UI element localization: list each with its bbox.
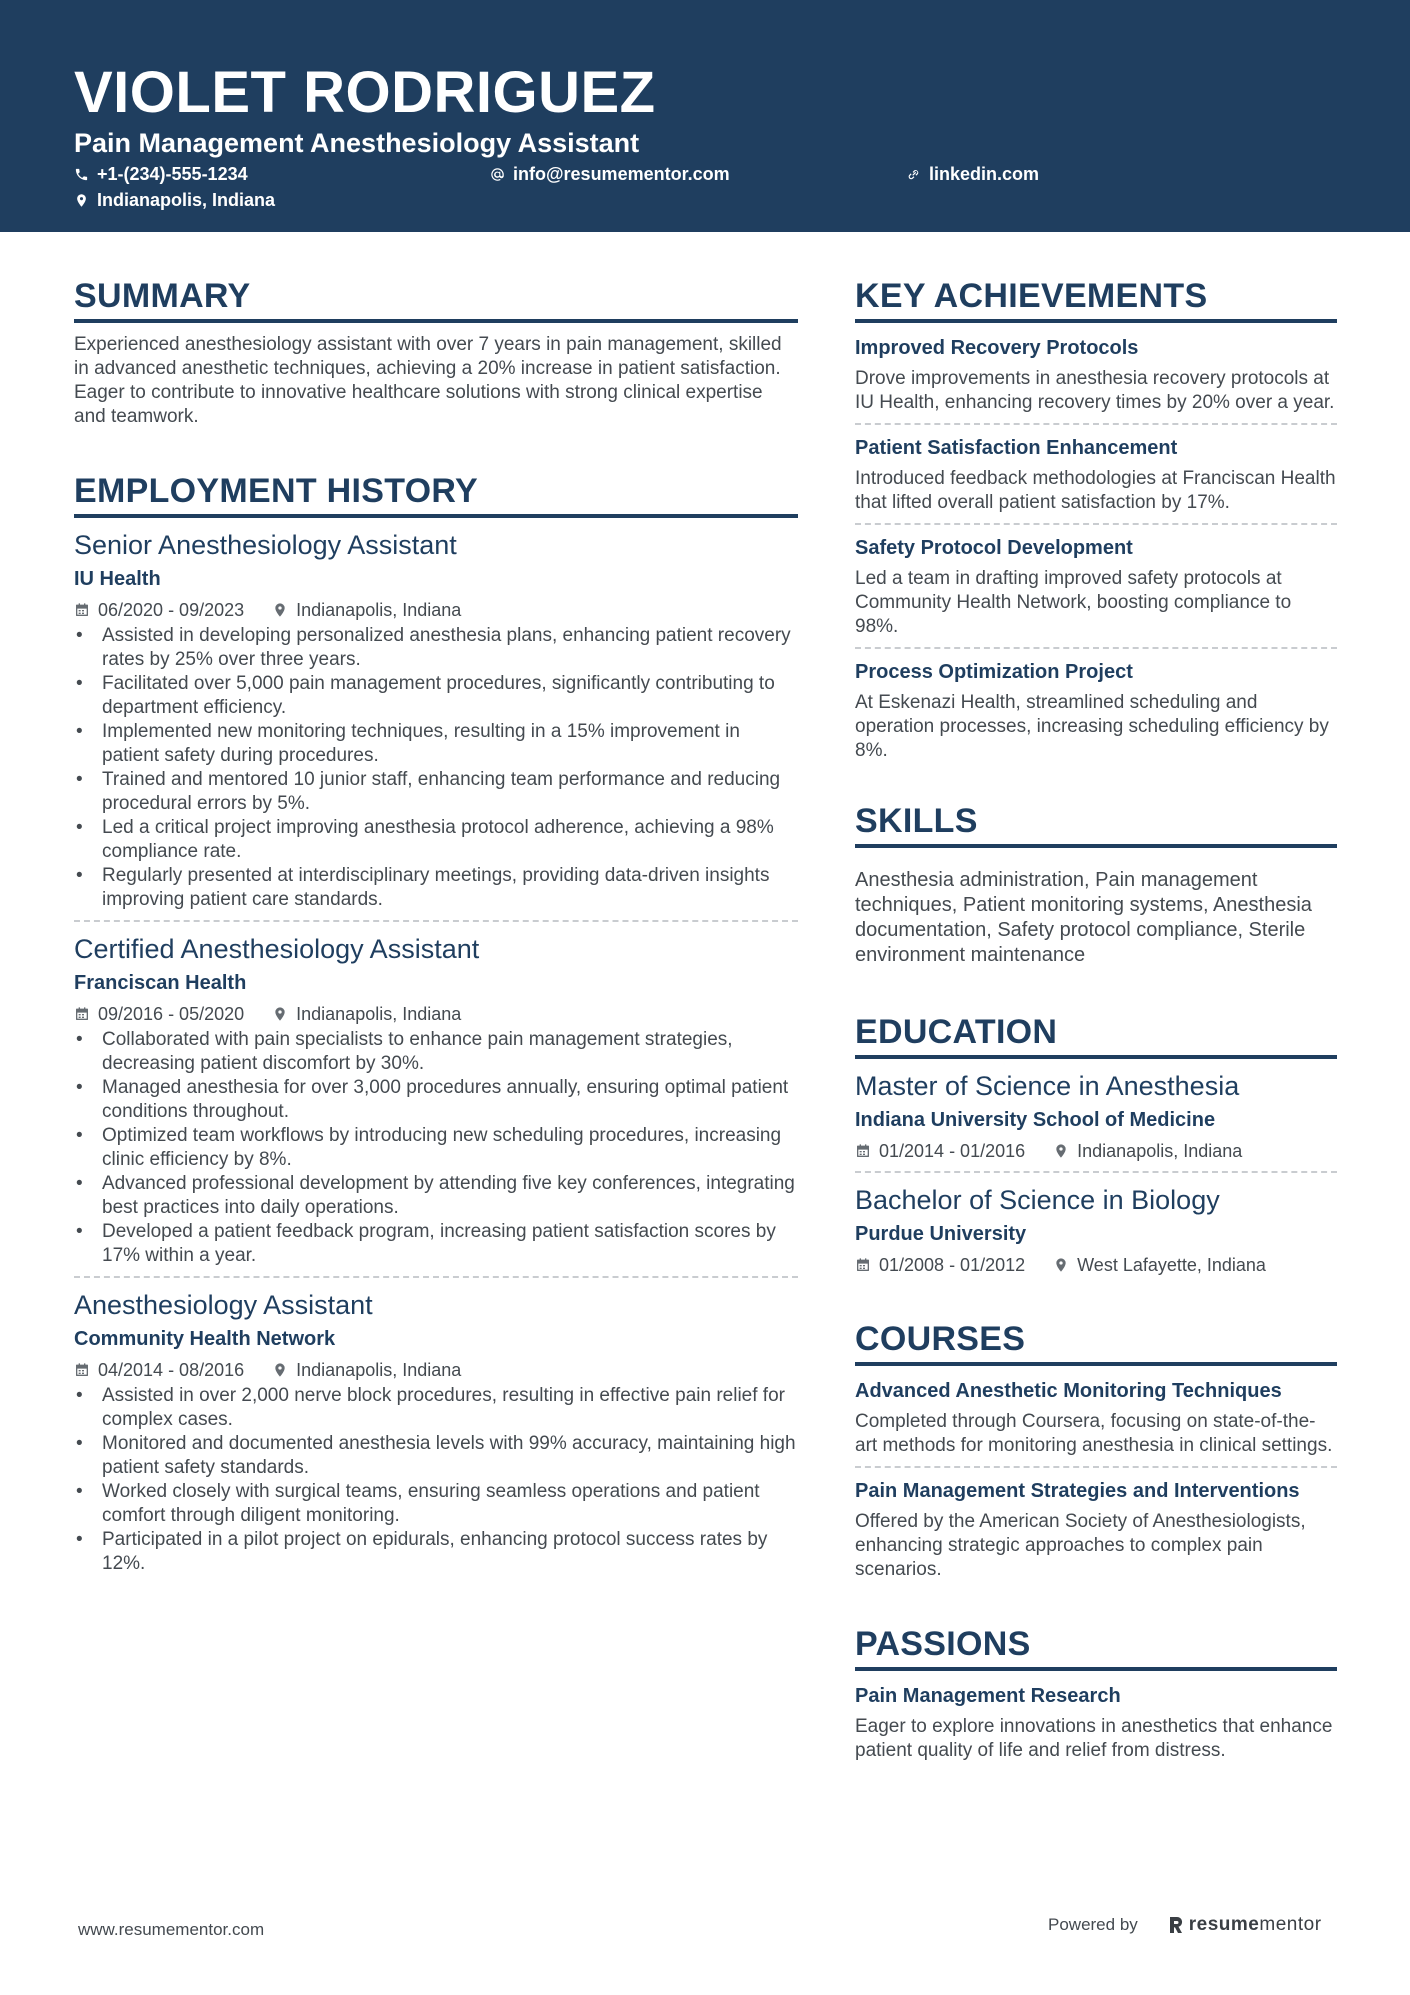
course-desc: Offered by the American Society of Anesthesiologists, enhancing strategic approaches to complex pain scenarios. bbox=[855, 1511, 1306, 1580]
achievement-item bbox=[855, 435, 1337, 515]
calendar-icon bbox=[74, 1006, 90, 1022]
job-dates: 06/2020 - 09/2023 bbox=[98, 600, 245, 620]
course-item bbox=[855, 1478, 1337, 1582]
education-meta bbox=[855, 1139, 1337, 1163]
divider bbox=[74, 920, 798, 922]
bullet-item: • Regularly presented at interdisciplinary meetings, providing data-driven insights improving patient care standards. bbox=[102, 864, 798, 912]
course-title: Pain Management Strategies and Interventions bbox=[855, 1480, 1300, 1502]
job-entry bbox=[74, 932, 798, 1268]
section-heading: EMPLOYMENT HISTORY bbox=[74, 471, 798, 518]
divider bbox=[855, 647, 1337, 649]
education-location: West Lafayette, Indiana bbox=[1077, 1255, 1266, 1275]
passion-desc: Eager to explore innovations in anesthetics that enhance patient quality of life and relief from distress. bbox=[855, 1716, 1333, 1761]
divider bbox=[74, 1276, 798, 1278]
bullet-item: • Led a critical project improving anesthesia protocol adherence, achieving a 98% compliance rate. bbox=[102, 816, 798, 864]
divider bbox=[855, 523, 1337, 525]
location-pin-icon bbox=[272, 1362, 288, 1378]
achievement-title: Improved Recovery Protocols bbox=[855, 337, 1139, 359]
skills-text: Anesthesia administration, Pain management techniques, Patient monitoring systems, Anesthesia documentation, Safety protocol compliance, Sterile environment maintenance bbox=[855, 869, 1312, 966]
education-location: Indianapolis, Indiana bbox=[1077, 1141, 1243, 1161]
bullet-item: • Facilitated over 5,000 pain management procedures, significantly contributing to department efficiency. bbox=[102, 672, 798, 720]
bullet-item: • Implemented new monitoring techniques, resulting in a 15% improvement in patient safety during procedures. bbox=[102, 720, 798, 768]
bullet-item: • Assisted in over 2,000 nerve block procedures, resulting in effective pain relief for complex cases. bbox=[102, 1384, 798, 1432]
degree-title: Bachelor of Science in Biology bbox=[855, 1185, 1220, 1215]
section-heading: PASSIONS bbox=[855, 1624, 1337, 1671]
job-location: Indianapolis, Indiana bbox=[296, 1360, 462, 1380]
phone-text: +1-(234)-555-1234 bbox=[97, 164, 248, 184]
powered-by-text: Powered by bbox=[1048, 1915, 1138, 1934]
section-heading: KEY ACHIEVEMENTS bbox=[855, 276, 1337, 323]
divider bbox=[855, 1466, 1337, 1468]
job-location: Indianapolis, Indiana bbox=[296, 600, 462, 620]
skills-section bbox=[855, 801, 1337, 968]
achievement-title: Patient Satisfaction Enhancement bbox=[855, 437, 1178, 459]
calendar-icon bbox=[855, 1257, 871, 1273]
education-item bbox=[855, 1069, 1337, 1163]
bullet-item: • Worked closely with surgical teams, ensuring seamless operations and patient comfort through diligent monitoring. bbox=[102, 1480, 798, 1528]
candidate-title: Pain Management Anesthesiology Assistant bbox=[74, 128, 640, 158]
achievement-desc: Led a team in drafting improved safety protocols at Community Health Network, boosting compliance to 98%. bbox=[855, 568, 1292, 637]
resume-header bbox=[0, 0, 1410, 232]
right-column bbox=[855, 276, 1337, 1763]
footer-website[interactable]: www.resumementor.com bbox=[78, 1920, 265, 1939]
location-pin-icon bbox=[74, 193, 89, 208]
brand-logo[interactable] bbox=[1168, 1914, 1322, 1936]
passion-item bbox=[855, 1683, 1337, 1763]
education-section bbox=[855, 1012, 1337, 1277]
link-icon bbox=[906, 167, 921, 182]
location-pin-icon bbox=[272, 1006, 288, 1022]
achievement-title: Safety Protocol Development bbox=[855, 537, 1133, 559]
bullet-item: • Participated in a pilot project on epidurals, enhancing protocol success rates by 12%. bbox=[102, 1528, 798, 1576]
bullet-item: • Collaborated with pain specialists to enhance pain management strategies, decreasing patient discomfort by 30%. bbox=[102, 1028, 798, 1076]
section-heading: COURSES bbox=[855, 1319, 1337, 1366]
company-name: Community Health Network bbox=[74, 1328, 336, 1350]
job-meta bbox=[74, 1358, 798, 1382]
school-name: Purdue University bbox=[855, 1223, 1027, 1245]
calendar-icon bbox=[855, 1143, 871, 1159]
education-meta bbox=[855, 1253, 1337, 1277]
education-dates: 01/2008 - 01/2012 bbox=[879, 1255, 1026, 1275]
contact-phone[interactable] bbox=[74, 162, 248, 186]
job-title: Certified Anesthesiology Assistant bbox=[74, 934, 480, 964]
summary-text: Experienced anesthesiology assistant with over 7 years in pain management, skilled in advanced anesthetic techniques, achieving a 20% increase in patient satisfaction. Eager to contribute to innovative healthcare solutions with strong clinical expertise and teamwork. bbox=[74, 334, 782, 427]
passions-section bbox=[855, 1624, 1337, 1763]
summary-section bbox=[74, 276, 798, 429]
achievement-item bbox=[855, 335, 1337, 415]
achievement-desc: At Eskenazi Health, streamlined scheduling and operation processes, increasing scheduling efficiency by 8%. bbox=[855, 692, 1329, 761]
brand-name bbox=[1189, 1914, 1322, 1936]
job-title: Anesthesiology Assistant bbox=[74, 1290, 373, 1320]
section-heading: SUMMARY bbox=[74, 276, 798, 323]
candidate-name: VIOLET RODRIGUEZ bbox=[74, 60, 656, 125]
job-bullets bbox=[74, 624, 798, 912]
bullet-item: • Monitored and documented anesthesia levels with 99% accuracy, maintaining high patient safety standards. bbox=[102, 1432, 798, 1480]
bullet-item: • Developed a patient feedback program, increasing patient satisfaction scores by 17% within a year. bbox=[102, 1220, 798, 1268]
footer-brand bbox=[1048, 1914, 1322, 1936]
education-item bbox=[855, 1183, 1337, 1277]
achievement-desc: Drove improvements in anesthesia recovery protocols at IU Health, enhancing recovery times by 20% over a year. bbox=[855, 368, 1335, 413]
job-dates: 04/2014 - 08/2016 bbox=[98, 1360, 245, 1380]
location-text: Indianapolis, Indiana bbox=[97, 190, 276, 210]
contact-location bbox=[74, 188, 275, 212]
divider bbox=[855, 423, 1337, 425]
linkedin-text: linkedin.com bbox=[929, 164, 1040, 184]
calendar-icon bbox=[74, 1362, 90, 1378]
bullet-item: • Advanced professional development by attending five key conferences, integrating best practices into daily operations. bbox=[102, 1172, 798, 1220]
bullet-item: • Managed anesthesia for over 3,000 procedures annually, ensuring optimal patient conditions throughout. bbox=[102, 1076, 798, 1124]
phone-icon bbox=[74, 167, 89, 182]
job-meta bbox=[74, 598, 798, 622]
course-item bbox=[855, 1378, 1337, 1458]
location-pin-icon bbox=[1053, 1257, 1069, 1273]
bullet-item: • Assisted in developing personalized anesthesia plans, enhancing patient recovery rates by 25% over three years. bbox=[102, 624, 798, 672]
achievements-section bbox=[855, 276, 1337, 763]
employment-section bbox=[74, 471, 798, 1576]
location-pin-icon bbox=[1053, 1143, 1069, 1159]
contact-email[interactable] bbox=[490, 162, 730, 186]
achievement-item bbox=[855, 535, 1337, 639]
education-dates: 01/2014 - 01/2016 bbox=[879, 1141, 1026, 1161]
job-meta bbox=[74, 1002, 798, 1026]
divider bbox=[855, 1171, 1337, 1173]
job-title: Senior Anesthesiology Assistant bbox=[74, 530, 457, 560]
course-desc: Completed through Coursera, focusing on state-of-the-art methods for monitoring anesthesia in clinical settings. bbox=[855, 1411, 1333, 1456]
course-title: Advanced Anesthetic Monitoring Techniques bbox=[855, 1380, 1282, 1402]
job-entry bbox=[74, 1288, 798, 1576]
passion-title: Pain Management Research bbox=[855, 1685, 1121, 1707]
courses-section bbox=[855, 1319, 1337, 1582]
brand-bold: resume bbox=[1188, 1914, 1260, 1935]
job-location: Indianapolis, Indiana bbox=[296, 1004, 462, 1024]
bullet-item: • Optimized team workflows by introducing new scheduling procedures, increasing clinic efficiency by 8%. bbox=[102, 1124, 798, 1172]
contact-linkedin[interactable] bbox=[906, 162, 1039, 186]
location-pin-icon bbox=[272, 602, 288, 618]
company-name: IU Health bbox=[74, 568, 161, 590]
school-name: Indiana University School of Medicine bbox=[855, 1109, 1216, 1131]
left-column bbox=[74, 276, 798, 1576]
resumementor-logo-icon bbox=[1168, 1915, 1184, 1935]
achievement-desc: Introduced feedback methodologies at Franciscan Health that lifted overall patient satisfaction by 17%. bbox=[855, 468, 1336, 513]
calendar-icon bbox=[74, 602, 90, 618]
job-bullets bbox=[74, 1028, 798, 1268]
bullet-item: • Trained and mentored 10 junior staff, enhancing team performance and reducing procedural errors by 5%. bbox=[102, 768, 798, 816]
section-heading: EDUCATION bbox=[855, 1012, 1337, 1059]
achievement-title: Process Optimization Project bbox=[855, 661, 1133, 683]
achievement-item bbox=[855, 659, 1337, 763]
company-name: Franciscan Health bbox=[74, 972, 247, 994]
job-bullets bbox=[74, 1384, 798, 1576]
degree-title: Master of Science in Anesthesia bbox=[855, 1071, 1240, 1101]
email-text: info@resumementor.com bbox=[513, 164, 730, 184]
at-icon bbox=[490, 167, 505, 182]
job-entry bbox=[74, 528, 798, 912]
job-dates: 09/2016 - 05/2020 bbox=[98, 1004, 245, 1024]
brand-rest: mentor bbox=[1259, 1914, 1322, 1935]
section-heading: SKILLS bbox=[855, 801, 1337, 848]
